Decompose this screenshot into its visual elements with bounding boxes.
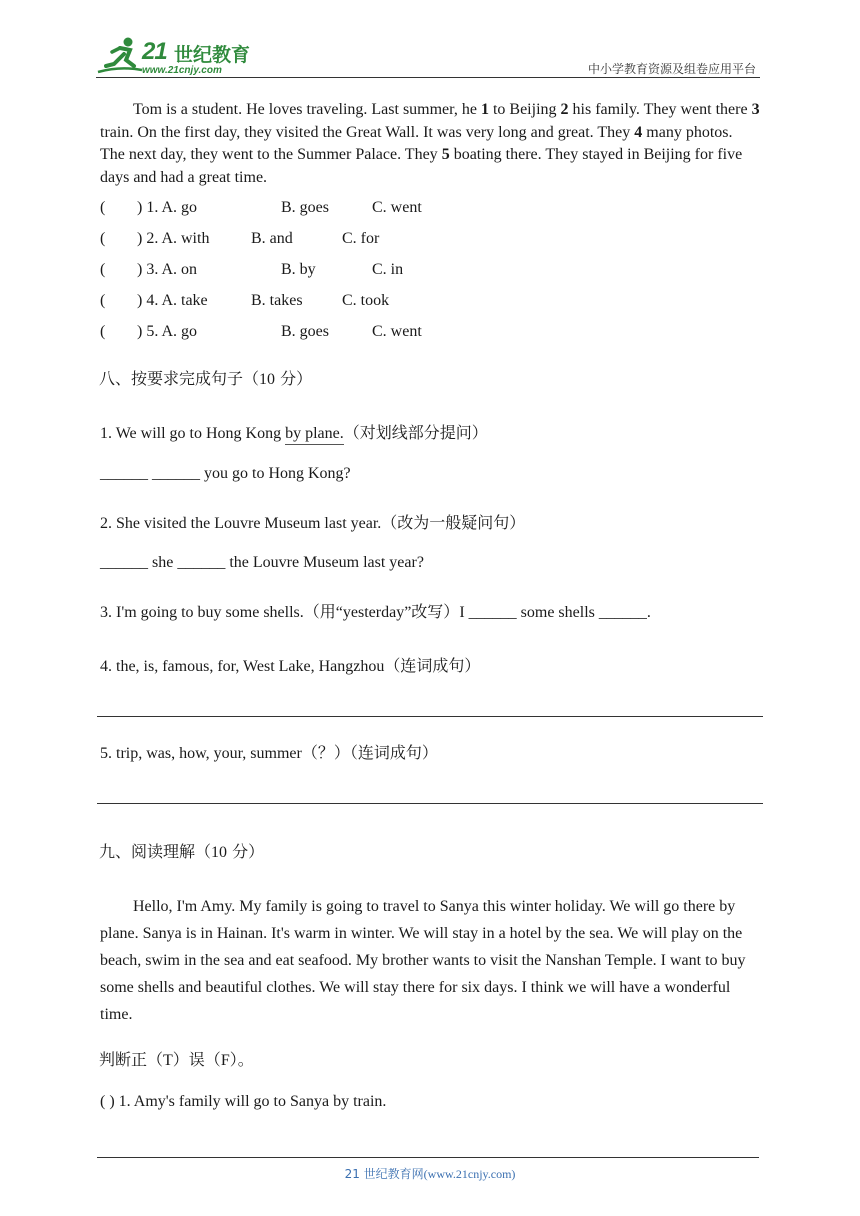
answer-paren[interactable]: ( (100, 230, 106, 247)
cloze-question (100, 323, 600, 345)
option-b: B. goes (281, 323, 329, 340)
cloze-question (100, 199, 600, 221)
logo-number: 21 (142, 38, 167, 65)
cloze-passage: Tom is a student. He loves traveling. Last summer, he 1 to Beijing 2 his family. They went there 3 train. On the first day, they visited the Great Wall. It was very long and great. They 4 many photos. The next day, they went to the Summer Palace. They 5 boating there. They stayed in Beijing for five days and had a great time. (100, 101, 760, 186)
question-8-2: 2. She visited the Louvre Museum last year.（改为一般疑问句） (100, 513, 526, 532)
blank-3: 3 (751, 101, 760, 118)
answer-paren[interactable]: ( (100, 199, 106, 216)
answer-line-8-4[interactable] (97, 716, 763, 717)
option-b: B. takes (251, 292, 303, 309)
answer-paren[interactable]: ( (100, 261, 106, 278)
answer-paren[interactable]: ( (100, 323, 106, 340)
option-a: ) 3. A. on (137, 261, 197, 278)
blank-2: 2 (560, 101, 569, 118)
header-divider (96, 77, 760, 78)
platform-label: 中小学教育资源及组卷应用平台 (587, 62, 756, 76)
cloze-question (100, 261, 600, 283)
footer: 21 世纪教育网(www.21cnjy.com) (344, 1167, 516, 1181)
option-a: ) 5. A. go (137, 323, 197, 340)
option-c: C. went (372, 199, 422, 216)
question-8-5: 5. trip, was, how, your, summer（？）（连词成句） (100, 743, 438, 762)
runner-icon (96, 36, 144, 76)
question-8-3: 3. I'm going to buy some shells.（用“yesterday”改写）I ______ some shells ______. (100, 602, 651, 621)
blank-1: 1 (480, 101, 489, 118)
tf-question-1[interactable]: ( ) 1. Amy's family will go to Sanya by train. (100, 1093, 387, 1110)
underlined-phrase: by plane. (285, 425, 344, 445)
answer-8-1[interactable]: ______ ______ you go to Hong Kong? (100, 465, 351, 482)
answer-8-3[interactable]: I ______ some shells ______. (459, 604, 651, 621)
option-c: C. in (372, 261, 404, 278)
site-logo (96, 36, 266, 78)
question-8-4: 4. the, is, famous, for, West Lake, Hangzhou（连词成句） (100, 656, 481, 675)
blank-4: 4 (634, 123, 643, 141)
option-a: ) 2. A. with (137, 230, 210, 247)
logo-url: www.21cnjy.com (142, 65, 222, 76)
answer-line-8-5[interactable] (97, 803, 763, 804)
option-a: ) 4. A. take (137, 292, 208, 309)
blank-5: 5 (441, 146, 450, 164)
section-9-heading: 九、阅读理解（10 分） (99, 842, 265, 861)
cloze-question (100, 292, 600, 314)
answer-paren[interactable]: ( (100, 292, 106, 309)
footer-divider (97, 1157, 759, 1158)
answer-8-2[interactable]: ______ she ______ the Louvre Museum last year? (100, 554, 424, 571)
option-b: B. goes (281, 199, 329, 216)
option-c: C. went (372, 323, 422, 340)
option-c: C. took (342, 292, 390, 309)
question-8-1: 1. We will go to Hong Kong by plane.（对划线部分提问） (100, 420, 488, 443)
option-b: B. by (281, 261, 316, 278)
option-b: B. and (251, 230, 293, 247)
reading-passage: Hello, I'm Amy. My family is going to travel to Sanya this winter holiday. We will go there by plane. Sanya is in Hainan. It's warm in winter. We will stay in a hotel by the sea. We will play on the beach, swim in the sea and eat seafood. My brother wants to visit the Nanshan Temple. I want to buy some shells and beautiful clothes. We will stay there for six days. I think we will have a wonderful time. (100, 898, 746, 1023)
logo-chinese: 世纪教育 (174, 44, 251, 66)
option-c: C. for (342, 230, 380, 247)
section-8-heading: 八、按要求完成句子（10 分） (99, 369, 313, 388)
option-a: ) 1. A. go (137, 199, 197, 216)
cloze-question (100, 230, 600, 252)
footer-url[interactable]: (www.21cnjy.com) (423, 1167, 516, 1181)
true-false-instruction: 判断正（T）误（F）。 (99, 1050, 254, 1069)
